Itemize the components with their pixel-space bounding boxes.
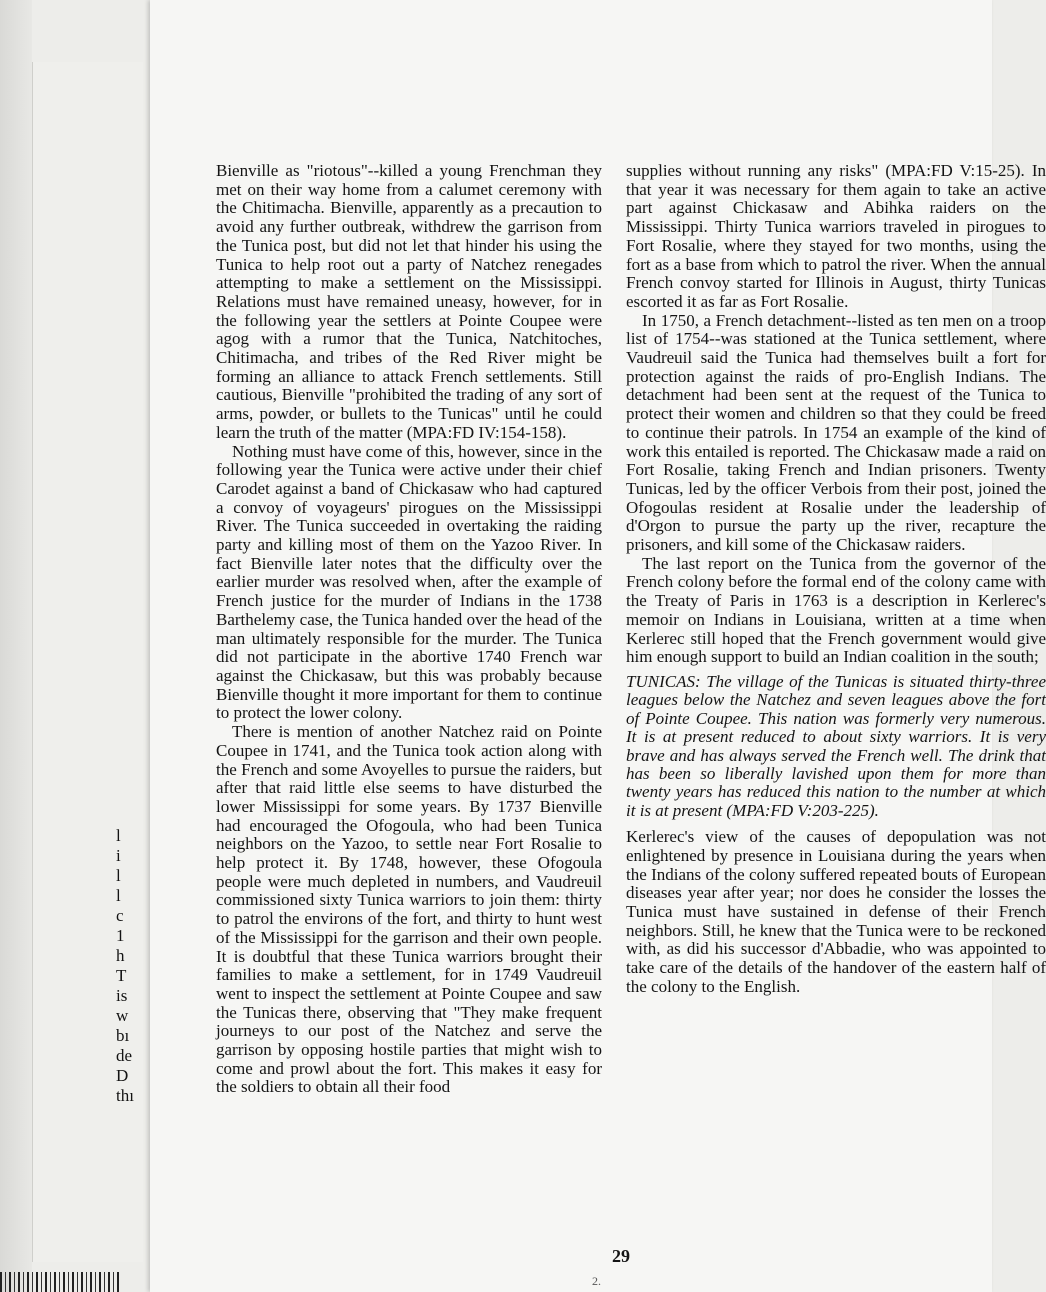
margin-fragment: i [116, 846, 121, 865]
bottom-mark: 2. [592, 1274, 601, 1288]
margin-fragment: c [116, 906, 124, 925]
left-paragraph: Bienville as "riotous"--killed a young Frenchman they met on their way home from a calumet ceremony with the Chitimacha. Bienville, apparently as a precaution to avoid any further outbreak, withdrew the garrison from the Tunica post, but did not let that hinder his using the Tunica to help root out a party of Natchez renegades attempting to make a settlement on the Mississippi. Relations must have remained uneasy, however, for in the following year the settlers at Pointe Coupee were agog with a rumor that the Tunica, Natchitoches, Chitimacha, and tribes of the Red River might be forming an alliance to attack French settlements. Still cautious, Bienville "prohibited the trading of any sort of arms, powder, or bullets to the Tunicas" until he could learn the truth of the matter (MPA:FD IV:154-158). [216, 161, 602, 442]
margin-fragment: h [116, 946, 125, 965]
right-paragraph: supplies without running any risks" (MPA:FD V:15-25). In that year it was necessary for them again to take an active part against Chickasaw and Abihka raiders on the Mississippi. Thirty Tunica warriors traveled in pirogues to Fort Rosalie, where they stayed for two months, using the fort as a base from which to patrol the river. When the annual French convoy started for Illinois in August, thirty Tunicas escorted it as far as Fort Rosalie. [626, 161, 1046, 311]
margin-fragment: de [116, 1046, 133, 1065]
margin-fragment: bı [116, 1026, 130, 1045]
margin-fragment: l [116, 866, 121, 885]
left-column [216, 162, 602, 1097]
underlying-page-text [116, 826, 142, 1106]
margin-fragment: thı [116, 1086, 134, 1105]
margin-fragment: 1 [116, 926, 125, 945]
margin-fragment: D [116, 1066, 129, 1085]
right-column [626, 162, 1046, 997]
margin-fragment: is [116, 986, 128, 1005]
margin-fragment: T [116, 966, 127, 985]
edge-barcode-mark [0, 1272, 120, 1292]
right-paragraph: In 1750, a French detachment--listed as ten men on a troop list of 1754--was stationed at the Tunica settlement, where Vaudreuil said the Tunica had themselves built a fort for protection against the raids of pro-English Indians. The detachment had been sent at the request of the Tunica to protect their women and children so that they could be freed to continue their patrols. In 1754 an example of the kind of work this entailed is reported. The Chickasaw made a raid on Fort Rosalie, taking French and Indian prisoners. Twenty Tunicas, led by the officer Verbois from their post, joined the Ofogoulas resident at Rosalie under the leadership of d'Orgon to pursue the party up the river, recapture the prisoners, and kill some of the Chickasaw raiders. [626, 310, 1046, 555]
margin-fragment: l [116, 886, 121, 905]
block-quote: TUNICAS: The village of the Tunicas is situated thirty-three leagues below the Natchez and seven leagues above the fort of Pointe Coupee. This nation was formerly very numerous. It is at present reduced to about sixty warriors. It is very brave and has always served the French well. The drink that has been so liberally lavished upon them for more than twenty years has reduced this nation to the number at which it is at present (MPA:FD V:203-225). [626, 671, 1046, 820]
margin-fragment: l [116, 826, 121, 845]
right-paragraph: Kerlerec's view of the causes of depopulation was not enlightened by presence in Louisiana during the years when the Indians of the colony suffered repeated bouts of European diseases year after year; nor does he consider the losses the Tunica must have sustained in defense of their French neighbors. Still, he knew that the Tunica were to be reckoned with, as did his successor d'Abbadie, who was appointed to take care of the details of the handover of the eastern half of the colony to the English. [626, 827, 1046, 996]
page-shadow-edge [0, 0, 32, 1292]
left-paragraph: Nothing must have come of this, however, since in the following year the Tunica were active under their chief Carodet against a band of Chickasaw who had captured a convoy of voyageurs' pirogues on the Mississippi River. The Tunica succeeded in overtaking the raiding party and killing most of them on the Yazoo River. In fact Bienville later notes that the difficulty over the earlier murder was resolved when, after the example of French justice for the murder of Indians in the 1738 Barthelemy case, the Tunica handed over the head of the man ultimately responsible for the murder. The Tunica did not participate in the abortive 1740 French war against the Chickasaw, but this was probably because Bienville thought it more important for them to continue to protect the lower colony. [216, 441, 602, 723]
left-paragraph: There is mention of another Natchez raid on Pointe Coupee in 1741, and the Tunica took action along with the French and some Avoyelles to pursue the raiders, but after that raid little else seems to have disturbed the lower Mississippi for some years. By 1737 Bienville had encouraged the Ofogoula, who had been Tunica neighbors on the Yazoo, to settle near Fort Rosalie to help protect it. By 1748, however, these Ofogoula people were much depleted in numbers, and Vaudreuil commissioned sixty Tunica warriors to join them: thirty to patrol the environs of the fort, and thirty to hunt west of the Mississippi for the garrison and their own people. It is doubtful that these Tunica warriors brought their families to make a settlement, for in 1749 Vaudreuil went to inspect the settlement at Pointe Coupee and saw the Tunicas there, observing that "They make frequent journeys to our post of the Natchez and serve the garrison by opposing hostile parties that might wish to come and prowl about the fort. This makes it easy for the soldiers to obtain all their food [216, 722, 602, 1097]
margin-fragment: w [116, 1006, 129, 1025]
page-number: 29 [612, 1246, 630, 1266]
right-paragraph: The last report on the Tunica from the governor of the French colony before the formal end of the colony came with the Treaty of Paris in 1763 is a description in Kerlerec's memoir on Indians in Louisiana, written at a time when Kerlerec still hoped that the French government would give him enough support to build an Indian coalition in the south; [626, 553, 1046, 667]
